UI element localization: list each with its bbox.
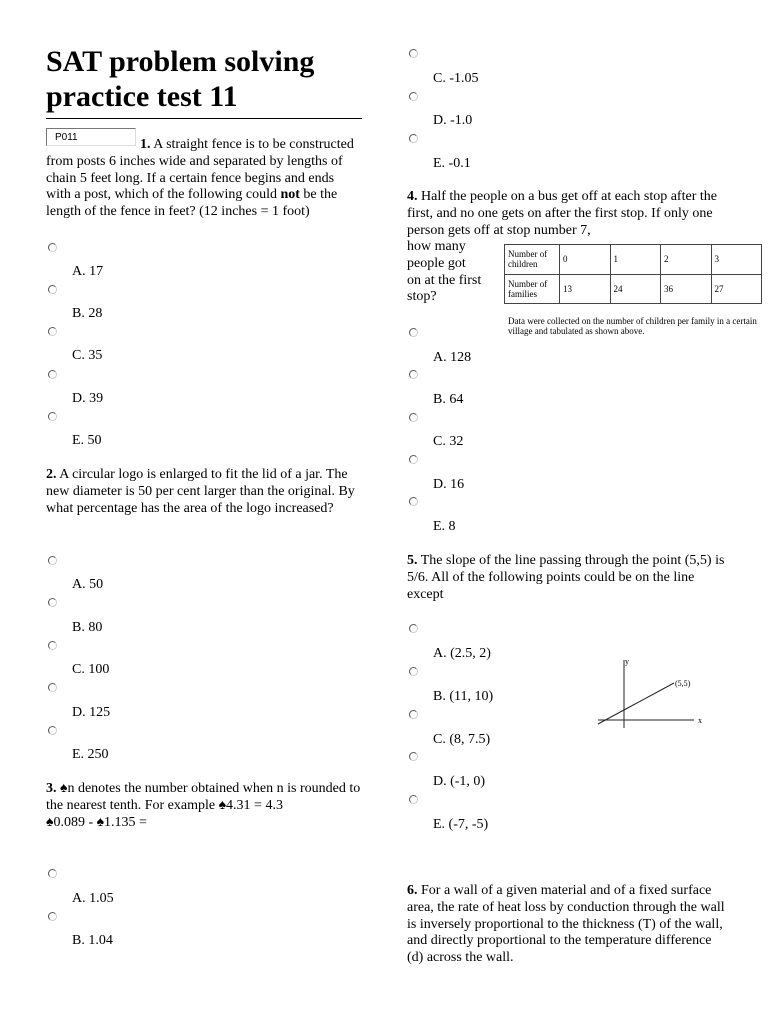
q4-option-b[interactable]: B. 64	[433, 392, 464, 407]
page-title: SAT problem solving practice test 11	[46, 44, 362, 119]
table-row	[505, 245, 762, 275]
table-cell: 3	[711, 245, 762, 275]
q5-radio-a[interactable]	[409, 624, 418, 633]
question-6-number: 6.	[407, 883, 418, 898]
table-caption: Data were collected on the number of children per family in a certain village and tabulated as shown above.	[508, 316, 757, 336]
sloped-line	[598, 683, 674, 724]
table-row	[505, 274, 762, 304]
table-cell: 1	[610, 245, 661, 275]
q4-option-a[interactable]: A. 128	[433, 350, 472, 365]
q1-radio-b[interactable]	[48, 285, 57, 294]
q4-option-e[interactable]: E. 8	[433, 519, 456, 534]
table-cell: 27	[711, 274, 762, 304]
question-2-text	[46, 467, 362, 517]
question-5-text	[407, 553, 727, 603]
question-3-expression: ♠0.089 - ♠1.135 =	[46, 814, 147, 830]
question-6-text	[407, 883, 727, 967]
q5-radio-b[interactable]	[409, 667, 418, 676]
table-cell: 0	[560, 245, 611, 275]
question-4-body: Half the people on a bus get off at each stop after the first, and no one gets on after the first stop. If only one person gets off at stop number 7,	[407, 189, 717, 238]
question-4-number: 4.	[407, 189, 418, 204]
q1-option-d[interactable]: D. 39	[72, 391, 104, 406]
q5-radio-c[interactable]	[409, 710, 418, 719]
q2-radio-e[interactable]	[48, 726, 57, 735]
question-6-body: For a wall of a given material and of a fixed surface area, the rate of heat loss by conduction through the wall is inversely proportional to the thickness (T) of the wall, and directly proportional to the temperature difference (d) across the wall.	[407, 883, 725, 966]
q1-radio-c[interactable]	[48, 327, 57, 336]
question-4-text	[407, 189, 727, 239]
question-1-text-lead: A straight fence is to be constructed from posts 6 inches wide and separated by lengths of chain 5 feet long. If a certain fence begins and ends with a post, which of the following could	[46, 137, 354, 203]
q2-option-b[interactable]: B. 80	[72, 620, 103, 635]
slope-line-graph	[594, 652, 714, 734]
question-1-number: 1.	[140, 137, 151, 152]
q2-option-e[interactable]: E. 250	[72, 747, 109, 762]
question-2-number: 2.	[46, 467, 57, 482]
q5-option-b[interactable]: B. (11, 10)	[433, 689, 494, 704]
q3-option-a[interactable]: A. 1.05	[72, 891, 114, 906]
q3-radio-c[interactable]	[409, 49, 418, 58]
question-5-number: 5.	[407, 553, 418, 568]
q2-radio-d[interactable]	[48, 683, 57, 692]
table-cell: 13	[560, 274, 611, 304]
q5-option-a[interactable]: A. (2.5, 2)	[433, 646, 491, 661]
q3-option-b[interactable]: B. 1.04	[72, 933, 113, 948]
question-3-number: 3.	[46, 781, 57, 796]
q2-radio-b[interactable]	[48, 598, 57, 607]
x-axis-label: x	[698, 716, 702, 725]
q3-radio-b[interactable]	[48, 912, 57, 921]
table-row-header: Number of children	[505, 245, 560, 275]
y-axis-label: y	[625, 657, 629, 666]
q5-option-e[interactable]: E. (-7, -5)	[433, 817, 489, 832]
question-1-emphasis: not	[280, 187, 300, 203]
table-cell: 2	[661, 245, 712, 275]
question-5-body: The slope of the line passing through the point (5,5) is 5/6. All of the following points could be on the line except	[407, 553, 725, 602]
q1-option-c[interactable]: C. 35	[72, 348, 103, 363]
table-row-header: Number of families	[505, 274, 560, 304]
q4-option-c[interactable]: C. 32	[433, 434, 464, 449]
q4-radio-b[interactable]	[409, 370, 418, 379]
question-3-text	[46, 781, 362, 831]
q1-option-e[interactable]: E. 50	[72, 433, 102, 448]
table-cell: 36	[661, 274, 712, 304]
q2-option-d[interactable]: D. 125	[72, 705, 111, 720]
q4-radio-e[interactable]	[409, 497, 418, 506]
children-families-table	[504, 244, 762, 304]
q1-radio-a[interactable]	[48, 243, 57, 252]
q4-option-d[interactable]: D. 16	[433, 477, 465, 492]
q3-option-c[interactable]: C. -1.05	[433, 71, 479, 86]
q1-radio-d[interactable]	[48, 370, 57, 379]
q5-radio-d[interactable]	[409, 752, 418, 761]
q4-radio-a[interactable]	[409, 328, 418, 337]
q3-radio-e[interactable]	[409, 134, 418, 143]
table-cell: 24	[610, 274, 661, 304]
problem-id-field[interactable]: P011	[46, 128, 136, 146]
q3-option-e[interactable]: E. -0.1	[433, 156, 471, 171]
q5-option-c[interactable]: C. (8, 7.5)	[433, 732, 491, 747]
q2-radio-c[interactable]	[48, 641, 57, 650]
q1-option-b[interactable]: B. 28	[72, 306, 103, 321]
question-1-text-trail: be the length of the fence in feet? (12 inches = 1 foot)	[46, 187, 338, 220]
question-4-text-cont: how many people got on at the first stop?	[407, 239, 482, 305]
question-1-text	[46, 137, 362, 221]
q2-radio-a[interactable]	[48, 556, 57, 565]
question-2-body: A circular logo is enlarged to fit the lid of a jar. The new diameter is 50 per cent larger than the original. By what percentage has the area of the logo increased?	[46, 467, 355, 516]
q1-option-a[interactable]: A. 17	[72, 264, 104, 279]
q5-radio-e[interactable]	[409, 795, 418, 804]
q3-radio-d[interactable]	[409, 92, 418, 101]
q2-option-a[interactable]: A. 50	[72, 577, 104, 592]
q1-radio-e[interactable]	[48, 412, 57, 421]
q4-radio-c[interactable]	[409, 413, 418, 422]
q3-radio-a[interactable]	[48, 869, 57, 878]
q5-option-d[interactable]: D. (-1, 0)	[433, 774, 486, 789]
point-label: (5,5)	[675, 679, 691, 688]
q4-radio-d[interactable]	[409, 455, 418, 464]
q3-option-d[interactable]: D. -1.0	[433, 113, 473, 128]
question-3-definition: ♠n denotes the number obtained when n is rounded to the nearest tenth. For example ♠4.31 = 4.3	[46, 781, 361, 813]
q2-option-c[interactable]: C. 100	[72, 662, 110, 677]
